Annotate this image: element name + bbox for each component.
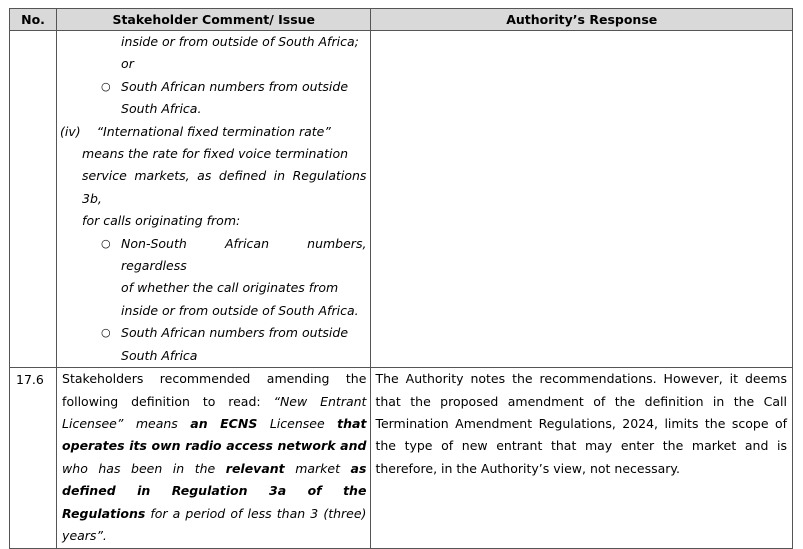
definition-text: service markets, as defined in Regulations 3b, xyxy=(82,168,367,206)
header-authority-response: Authority’s Response xyxy=(371,9,793,31)
definition-item xyxy=(60,121,366,143)
stakeholder-comment xyxy=(57,31,371,368)
row-number: 17.6 xyxy=(10,368,57,549)
bullet-icon: ○ xyxy=(101,326,111,340)
definition-number: (iv) xyxy=(60,123,81,139)
list-item-text: or xyxy=(121,56,134,72)
definition-text: for calls originating from: xyxy=(82,213,241,229)
header-no: No. xyxy=(10,9,57,31)
table-row xyxy=(10,368,793,549)
list-item xyxy=(101,233,367,278)
authority-response: The Authority notes the recommendations. However, it deems that the proposed amendment of the definition in the Call Termination Amendment Regulations, 2024, limits the scope of the type of new entrant that may enter the market and is therefore, in the Authority’s view, not necessary. xyxy=(371,368,793,549)
list-item xyxy=(101,76,366,98)
list-item-text: Non-South African numbers, regardless xyxy=(121,235,367,274)
list-item xyxy=(101,322,366,344)
bullet-icon: ○ xyxy=(101,79,111,93)
list-item-text: of whether the call originates from xyxy=(121,280,339,296)
stakeholder-comment: Stakeholders recommended amending the following definition to read: “New Entrant Licensee” means an ECNS Licensee that operates its own radio access network and who has been in the relevant market as defined in Regulation 3a of the Regulations for a period of less than 3 (three) years”. xyxy=(57,368,371,549)
list-item-text: inside or from outside of South Africa; xyxy=(121,34,359,49)
definition-text: means the rate for fixed voice termination xyxy=(82,146,349,162)
authority-response xyxy=(371,31,793,368)
definition-text: “International fixed termination rate” xyxy=(96,123,331,139)
header-row xyxy=(10,9,793,31)
bullet-icon: ○ xyxy=(101,236,111,250)
header-stakeholder-comment: Stakeholder Comment/ Issue xyxy=(57,9,371,31)
list-item-text: South African numbers from outside xyxy=(121,325,349,341)
row-number xyxy=(10,31,57,368)
list-item-text: South African numbers from outside xyxy=(121,78,349,94)
list-item-text: South Africa. xyxy=(121,101,202,117)
list-item-text: South Africa xyxy=(121,347,198,363)
table-row xyxy=(10,31,793,368)
comments-table xyxy=(9,8,793,549)
list-item-text: inside or from outside of South Africa. xyxy=(121,302,359,318)
